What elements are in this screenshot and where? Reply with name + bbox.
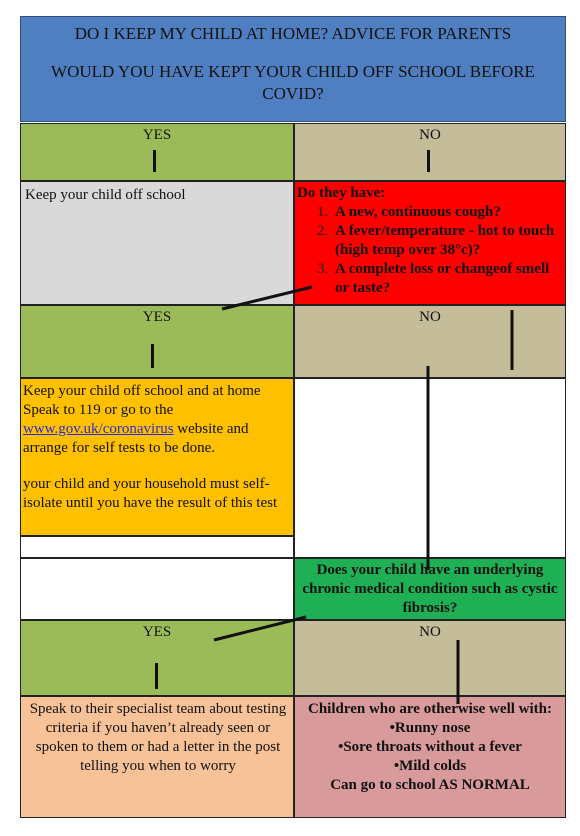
main-question: WOULD YOU HAVE KEPT YOUR CHILD OFF SCHOOL BEFORE COVID? [51,62,535,103]
underlying-question: Does your child have an underlying chronic medical condition such as cystic fibrosis? [302,562,558,616]
coronavirus-link[interactable]: www.gov.uk/coronavirus [23,421,174,437]
symptom-item: 1. A new, continuous cough? [317,204,501,220]
self-isolate-line4: your child and your household must self-isolate until you have the result of this test [23,476,278,511]
symptom-item: 3. A complete loss or changeof smell or taste? [317,261,550,296]
row2-yes-label: YES [142,309,172,325]
row3-yes-label: YES [142,624,172,640]
otherwise-well-outro: Can go to school AS NORMAL [330,777,530,793]
otherwise-well-intro: Children who are otherwise well with: [307,701,552,717]
row1-no-label: NO [419,127,441,143]
self-isolate-line2: Speak to 119 or go to the [23,402,174,418]
page-title: DO I KEEP MY CHILD AT HOME? ADVICE FOR PARENTS [74,24,512,43]
mild-symptom-item: • Mild colds [297,757,563,776]
symptom-item: 2. A fever/temperature - hot to touch (high temp over 38°c)? [317,223,555,258]
row3-no-label: NO [419,624,441,640]
mild-symptom-item: • Sore throats without a fever [297,738,563,757]
self-isolate-line3: www.gov.uk/coronavirus website and arrange for self tests to be done. [23,421,249,456]
keep-off-text: Keep your child off school [25,187,186,203]
self-isolate-line1: Keep your child off school and at home [23,383,261,399]
row1-yes-label: YES [142,127,172,143]
specialist-text: Speak to their specialist team about testing criteria if you haven’t already seen or spoken to them or had a letter in the post telling you when to worry [29,701,287,774]
mild-symptom-item: • Runny nose [297,719,563,738]
symptoms-heading: Do they have: [297,185,386,201]
connector-underlying-yes [214,617,306,640]
connector-symptoms-yes [222,287,312,309]
row2-no-label: NO [419,309,441,325]
